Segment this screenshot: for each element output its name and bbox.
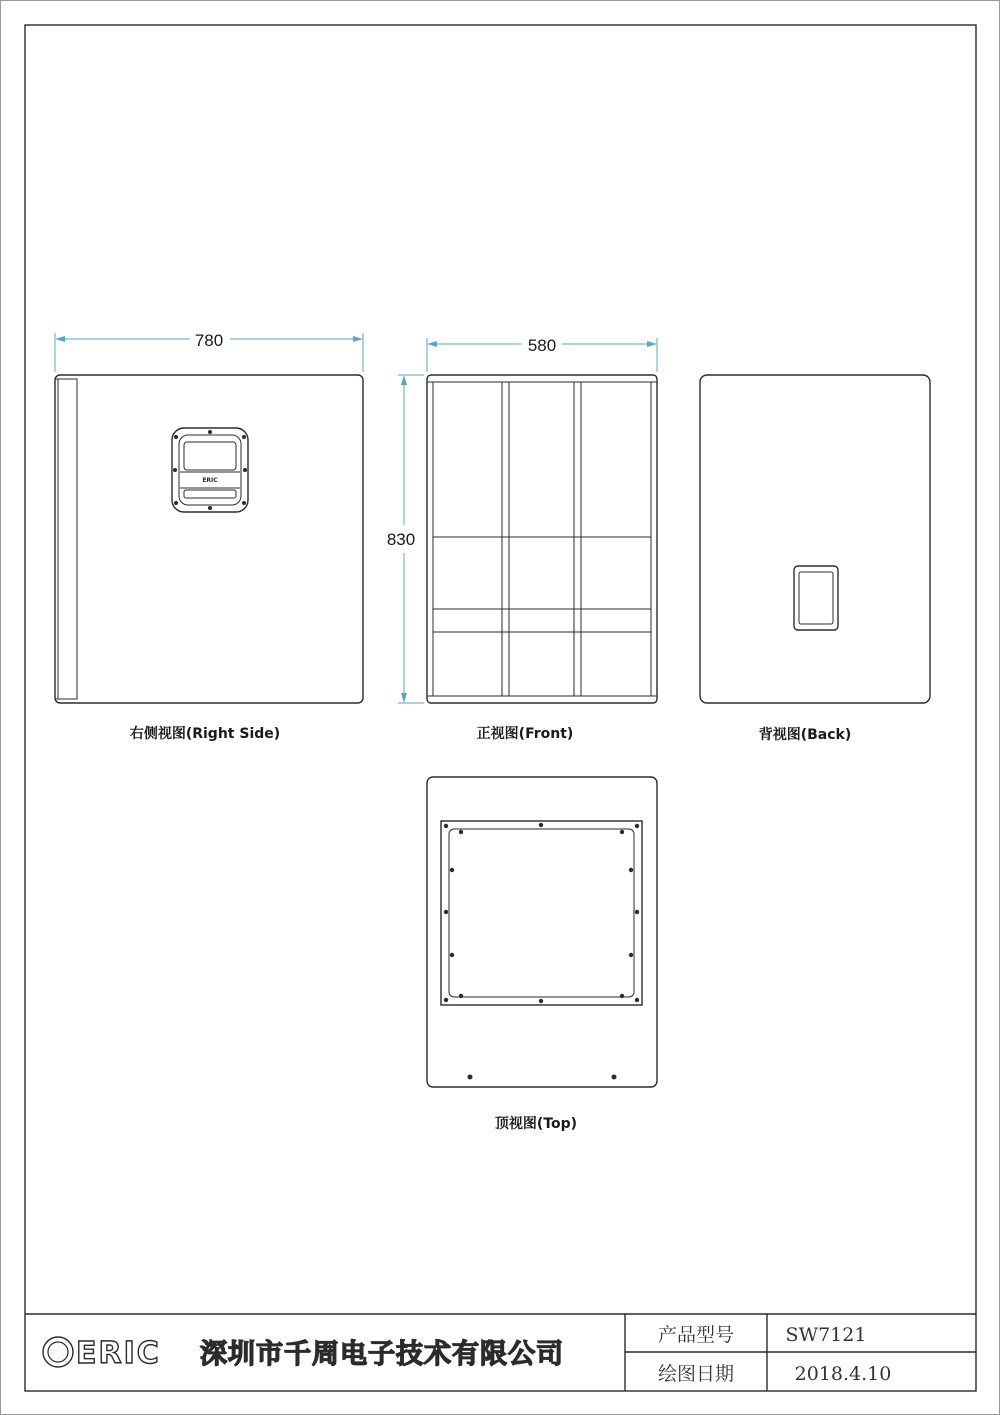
title-block (25, 1314, 976, 1391)
drawing-border (25, 25, 976, 1391)
dimension-580 (427, 336, 657, 372)
date-label: 绘图日期 (657, 1363, 735, 1385)
back-caption: 背视图(Back) (758, 727, 852, 743)
logo-text: ERIC (76, 1336, 161, 1371)
front-view (387, 336, 657, 742)
dimension-780 (55, 331, 363, 372)
foot-hole (468, 1075, 473, 1080)
company-name: 深圳市千周电子技术有限公司 (200, 1339, 564, 1370)
dimension-label-height: 830 (386, 530, 416, 549)
front-caption: 正视图(Front) (476, 726, 574, 742)
front-outline (427, 375, 657, 703)
dimension-label-width: 580 (527, 336, 557, 355)
top-view (427, 777, 657, 1132)
handle-badge: ERIC (202, 477, 218, 484)
foot-hole (612, 1075, 617, 1080)
back-view (700, 375, 930, 743)
driver-mounting-frame (441, 821, 642, 1005)
back-outline (700, 375, 930, 703)
right-side-caption: 右侧视图(Right Side) (129, 726, 281, 742)
date-value: 2018.4.10 (794, 1363, 892, 1385)
side-handle (172, 428, 248, 512)
dimension-label-depth: 780 (194, 331, 224, 350)
top-caption: 顶视图(Top) (494, 1116, 578, 1132)
right-side-outline (55, 375, 363, 703)
sheet-edge (1, 1, 1000, 1415)
dimension-830 (387, 375, 424, 703)
company-logo (43, 1336, 161, 1371)
model-label: 产品型号 (657, 1324, 735, 1346)
back-terminal-plate (794, 566, 838, 630)
right-side-view (55, 331, 363, 742)
model-value: SW7121 (785, 1324, 867, 1346)
